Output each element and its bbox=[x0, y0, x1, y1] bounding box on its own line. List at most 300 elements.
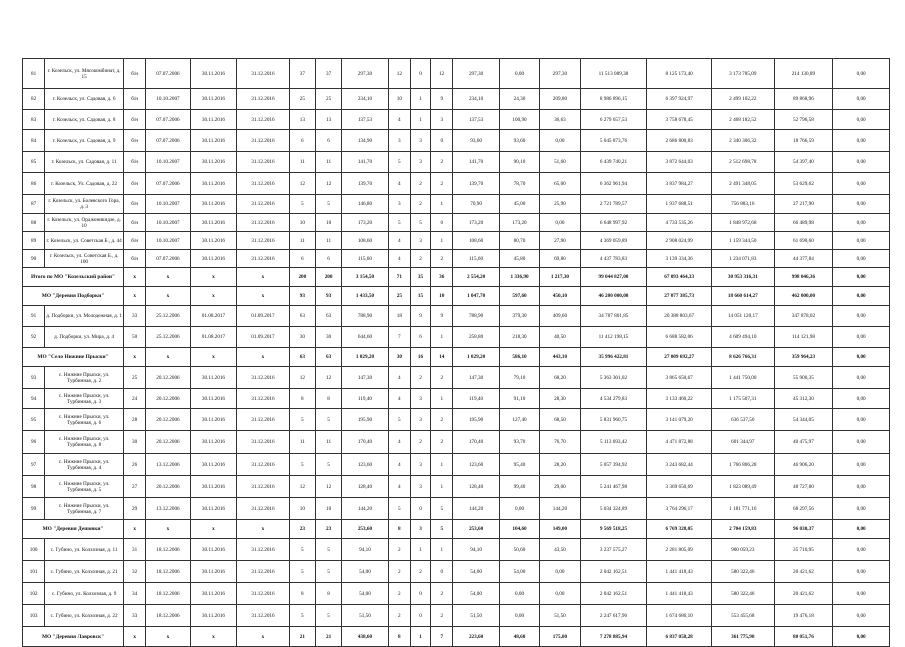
table-cell: 5 bbox=[431, 498, 453, 520]
table-cell: 0,00 bbox=[833, 583, 890, 605]
table-row bbox=[23, 250, 890, 268]
table-cell: 21 bbox=[315, 627, 341, 647]
table-cell: 31.12.2016 bbox=[237, 173, 290, 195]
table-cell: 1 bbox=[431, 327, 453, 348]
table-cell: 2 bbox=[431, 409, 453, 431]
table-cell: 31.12.2016 bbox=[237, 59, 290, 89]
table-cell: 18.12.2006 bbox=[146, 605, 190, 627]
table-cell: 8 bbox=[315, 389, 341, 409]
table-cell: 1 bbox=[431, 389, 453, 409]
table-cell: 11 412 198,15 bbox=[580, 327, 647, 348]
table-cell: 359 964,23 bbox=[774, 348, 833, 367]
table-cell: с. Нижние Прыски, ул. Турбинная, д. 4 bbox=[45, 454, 124, 476]
table-cell: 147,30 bbox=[453, 367, 499, 389]
table-cell: 0 bbox=[431, 561, 453, 583]
table-cell: 98 bbox=[23, 476, 45, 498]
table-cell: 0,00 bbox=[833, 152, 890, 173]
table-cell: 27 217,90 bbox=[774, 195, 833, 214]
table-cell: 175,00 bbox=[540, 627, 580, 647]
table-cell: 2 bbox=[431, 250, 453, 268]
table-cell: 61 690,60 bbox=[774, 232, 833, 250]
table-cell: 2 bbox=[410, 173, 430, 195]
table-cell: 54,00 bbox=[453, 561, 499, 583]
table-cell: 170,40 bbox=[342, 431, 388, 454]
subtotal-row bbox=[23, 348, 890, 367]
table-cell: 30.11.2016 bbox=[190, 389, 236, 409]
table-cell: 0 bbox=[410, 59, 430, 89]
table-cell: x bbox=[124, 287, 146, 306]
table-cell: 2 bbox=[388, 583, 410, 605]
table-cell: 1 159 344,50 bbox=[711, 232, 774, 250]
table-cell: 0 bbox=[431, 214, 453, 232]
table-cell: 51,50 bbox=[453, 605, 499, 627]
table-cell: 27,90 bbox=[540, 232, 580, 250]
table-cell: 31 bbox=[124, 539, 146, 561]
table-cell: 115,60 bbox=[342, 250, 388, 268]
table-cell: 234,10 bbox=[453, 89, 499, 110]
table-cell: 4 bbox=[388, 454, 410, 476]
table-cell: 11 bbox=[315, 232, 341, 250]
table-cell: 1 937 688,51 bbox=[647, 195, 712, 214]
table-cell: 5 bbox=[410, 214, 430, 232]
table-cell: 35 996 422,81 bbox=[580, 348, 647, 367]
table-cell: 7 bbox=[431, 627, 453, 647]
table-cell: 01.08.2017 bbox=[190, 306, 236, 327]
table-cell: 93,60 bbox=[499, 130, 539, 152]
table-row bbox=[23, 367, 890, 389]
table-cell: 25 bbox=[315, 89, 341, 110]
table-cell: 0,00 bbox=[833, 454, 890, 476]
table-cell: 1 029,20 bbox=[342, 348, 388, 367]
table-cell: 128,40 bbox=[342, 476, 388, 498]
table-cell: 18.12.2006 bbox=[146, 539, 190, 561]
table-cell: 6 bbox=[315, 130, 341, 152]
table-cell: 70,90 bbox=[453, 195, 499, 214]
table-cell: 82 bbox=[23, 89, 45, 110]
table-cell: 5 bbox=[315, 539, 341, 561]
table-cell: 20.12.2006 bbox=[146, 409, 190, 431]
table-cell: 25.12.2006 bbox=[146, 306, 190, 327]
table-cell: 12 bbox=[388, 59, 410, 89]
table-cell: 1 217,30 bbox=[540, 268, 580, 287]
table-cell: 30.11.2016 bbox=[190, 561, 236, 583]
table-cell: 25 bbox=[289, 89, 315, 110]
subtotal-row bbox=[23, 268, 890, 287]
table-cell: 25 bbox=[124, 367, 146, 389]
table-cell: x bbox=[146, 520, 190, 539]
table-cell: 104,60 bbox=[499, 520, 539, 539]
table-cell: 11 bbox=[289, 232, 315, 250]
table-cell: 9 bbox=[431, 89, 453, 110]
table-cell: 10 bbox=[431, 287, 453, 306]
table-cell: 2 468 182,52 bbox=[711, 110, 774, 130]
table-cell: 108,60 bbox=[342, 232, 388, 250]
table-cell: 4 bbox=[388, 173, 410, 195]
table-cell: 9 bbox=[431, 306, 453, 327]
table-cell: 5 363 301,02 bbox=[580, 367, 647, 389]
table-cell: 580 322,46 bbox=[711, 561, 774, 583]
table-cell: 5 bbox=[289, 539, 315, 561]
table-cell: 9 569 518,25 bbox=[580, 520, 647, 539]
table-cell: 20.12.2006 bbox=[146, 431, 190, 454]
subtotal-label: МО "Деревня Подборки" bbox=[23, 287, 124, 306]
table-cell: г. Козельск, ул. Садовая, д. 6 bbox=[45, 89, 124, 110]
table-cell: 1 441 750,00 bbox=[711, 367, 774, 389]
table-cell: 53 629,62 bbox=[774, 173, 833, 195]
table-cell: 1 bbox=[431, 454, 453, 476]
table-cell: 30.11.2016 bbox=[190, 89, 236, 110]
table-cell: 146,80 bbox=[342, 195, 388, 214]
table-cell: 66 489,98 bbox=[774, 214, 833, 232]
table-cell: б/н bbox=[124, 89, 146, 110]
subtotal-label: МО "Деревня Дешовки" bbox=[23, 520, 124, 539]
table-cell: 30.11.2016 bbox=[190, 110, 236, 130]
table-cell: 40 475,97 bbox=[774, 431, 833, 454]
table-cell: 3 872 644,03 bbox=[647, 152, 712, 173]
table-cell: б/н bbox=[124, 152, 146, 173]
table-cell: 76,70 bbox=[540, 431, 580, 454]
table-cell: 114 121,98 bbox=[774, 327, 833, 348]
table-cell: 30.11.2016 bbox=[190, 409, 236, 431]
table-cell: x bbox=[190, 287, 236, 306]
table-cell: б/н bbox=[124, 195, 146, 214]
table-cell: 3 bbox=[431, 110, 453, 130]
table-cell: 10.10.2007 bbox=[146, 89, 190, 110]
table-cell: 36 bbox=[431, 268, 453, 287]
table-cell: с. Губино, ул. Колхозная, д. 21 bbox=[45, 561, 124, 583]
table-cell: 52 796,58 bbox=[774, 110, 833, 130]
table-cell: 1 336,90 bbox=[499, 268, 539, 287]
table-cell: 81 bbox=[23, 59, 45, 89]
table-cell: 553 455,68 bbox=[711, 605, 774, 627]
table-cell: 12 bbox=[289, 173, 315, 195]
table-cell: 31.12.2016 bbox=[237, 389, 290, 409]
table-cell: 90 bbox=[23, 250, 45, 268]
table-cell: 33 bbox=[124, 306, 146, 327]
table-cell: 12 bbox=[315, 367, 341, 389]
table-cell: 50 bbox=[124, 327, 146, 348]
table-cell: 51,50 bbox=[540, 605, 580, 627]
table-cell: 35 bbox=[410, 268, 430, 287]
table-cell: 139,70 bbox=[453, 173, 499, 195]
table-cell: 2 bbox=[431, 173, 453, 195]
table-cell: 99,40 bbox=[499, 476, 539, 498]
table-cell: 597,60 bbox=[499, 287, 539, 306]
table-cell: 0 bbox=[410, 498, 430, 520]
table-cell: г. Козельск, Ул. Садовая, д. 22 bbox=[45, 173, 124, 195]
table-cell: 297,30 bbox=[540, 59, 580, 89]
table-cell: 30.11.2016 bbox=[190, 214, 236, 232]
table-cell: 128,40 bbox=[453, 476, 499, 498]
table-cell: 34 bbox=[124, 583, 146, 605]
table-cell: 80 051,76 bbox=[774, 627, 833, 647]
table-cell: 8 bbox=[388, 627, 410, 647]
table-cell: 5 113 693,42 bbox=[580, 431, 647, 454]
table-cell: 2 bbox=[410, 561, 430, 583]
table-row bbox=[23, 327, 890, 348]
table-cell: 119,40 bbox=[342, 389, 388, 409]
table-cell: 30.11.2016 bbox=[190, 605, 236, 627]
table-cell: 25 bbox=[388, 287, 410, 306]
table-cell: 0,00 bbox=[833, 561, 890, 583]
table-cell: 173,20 bbox=[499, 214, 539, 232]
table-cell: 27 009 692,27 bbox=[647, 348, 712, 367]
table-cell: 97 bbox=[23, 454, 45, 476]
table-row bbox=[23, 431, 890, 454]
table-cell: 86 bbox=[23, 173, 45, 195]
table-cell: 0,00 bbox=[540, 583, 580, 605]
table-cell: 20 421,62 bbox=[774, 583, 833, 605]
table-cell: 218,30 bbox=[499, 327, 539, 348]
table-cell: 79,10 bbox=[499, 367, 539, 389]
table-cell: 01.08.2017 bbox=[190, 327, 236, 348]
table-cell: 35 710,95 bbox=[774, 539, 833, 561]
table-cell: 4 bbox=[388, 110, 410, 130]
table-cell: 10 bbox=[289, 498, 315, 520]
table-cell: 4 437 783,83 bbox=[580, 250, 647, 268]
table-cell: 0,00 bbox=[833, 306, 890, 327]
table-cell: 20 421,62 bbox=[774, 561, 833, 583]
table-cell: 2 bbox=[431, 605, 453, 627]
table-cell: x bbox=[237, 627, 290, 647]
table-cell: 5 bbox=[388, 498, 410, 520]
table-cell: 1 766 806,28 bbox=[711, 454, 774, 476]
table-cell: б/н bbox=[124, 250, 146, 268]
table-cell: 0,00 bbox=[833, 431, 890, 454]
table-cell: 4 bbox=[388, 389, 410, 409]
table-cell: 6 397 924,97 bbox=[647, 89, 712, 110]
table-cell: 26 bbox=[124, 454, 146, 476]
table-cell: 37 bbox=[289, 59, 315, 89]
table-cell: 2 247 617,96 bbox=[580, 605, 647, 627]
table-row bbox=[23, 561, 890, 583]
table-cell: 30.11.2016 bbox=[190, 431, 236, 454]
table-cell: 1 674 686,10 bbox=[647, 605, 712, 627]
table-cell: 2 bbox=[410, 250, 430, 268]
table-cell: 90,10 bbox=[499, 152, 539, 173]
table-cell: 1 bbox=[410, 539, 430, 561]
table-cell: 28,20 bbox=[540, 454, 580, 476]
table-cell: 2 554,20 bbox=[453, 268, 499, 287]
table-cell: 91,10 bbox=[499, 389, 539, 409]
table-cell: 63 bbox=[289, 306, 315, 327]
table-cell: 6 837 058,28 bbox=[647, 627, 712, 647]
table-cell: 12 bbox=[289, 367, 315, 389]
table-cell: 144,20 bbox=[453, 498, 499, 520]
table-cell: 3 bbox=[410, 409, 430, 431]
table-cell: 0,00 bbox=[833, 110, 890, 130]
table-cell: 144,20 bbox=[342, 498, 388, 520]
table-cell: 4 bbox=[388, 232, 410, 250]
table-cell: 6 bbox=[410, 327, 430, 348]
table-cell: 100,90 bbox=[499, 110, 539, 130]
table-row bbox=[23, 195, 890, 214]
table-cell: 93 bbox=[289, 287, 315, 306]
table-cell: 200 bbox=[289, 268, 315, 287]
table-cell: 234,10 bbox=[342, 89, 388, 110]
table-cell: 25.12.2006 bbox=[146, 327, 190, 348]
table-cell: 9 bbox=[410, 306, 430, 327]
table-cell: 51,60 bbox=[540, 152, 580, 173]
table-cell: 30.11.2016 bbox=[190, 130, 236, 152]
table-cell: 3 bbox=[410, 520, 430, 539]
table-cell: 2 721 789,57 bbox=[580, 195, 647, 214]
table-cell: б/н bbox=[124, 110, 146, 130]
table-cell: 20 388 803,67 bbox=[647, 306, 712, 327]
table-cell: 8 bbox=[289, 389, 315, 409]
table-cell: 253,60 bbox=[342, 520, 388, 539]
table-cell: 44 377,84 bbox=[774, 250, 833, 268]
table-cell: 07.07.2006 bbox=[146, 173, 190, 195]
table-cell: 48 727,80 bbox=[774, 476, 833, 498]
table-cell: 788,90 bbox=[342, 306, 388, 327]
table-row bbox=[23, 539, 890, 561]
table-cell: 54 397,40 bbox=[774, 152, 833, 173]
table-cell: 4 609 494,10 bbox=[711, 327, 774, 348]
table-cell: 93,70 bbox=[499, 431, 539, 454]
table-cell: 20.12.2006 bbox=[146, 389, 190, 409]
table-row bbox=[23, 583, 890, 605]
table-cell: 0,00 bbox=[833, 268, 890, 287]
table-cell: 18 766,59 bbox=[774, 130, 833, 152]
table-cell: г. Козельск, ул. Садовая, д. 11 bbox=[45, 152, 124, 173]
subtotal-label: Итого по МО "Козельский район" bbox=[23, 268, 124, 287]
table-cell: 2 bbox=[410, 431, 430, 454]
table-cell: 1 823 089,49 bbox=[711, 476, 774, 498]
table-cell: x bbox=[146, 268, 190, 287]
table-cell: 137,53 bbox=[453, 110, 499, 130]
table-cell: 24 bbox=[124, 389, 146, 409]
table-cell: 12 bbox=[431, 59, 453, 89]
table-row bbox=[23, 306, 890, 327]
table-cell: 45,80 bbox=[499, 250, 539, 268]
table-cell: 10 bbox=[388, 89, 410, 110]
table-cell: 5 045 873,76 bbox=[580, 130, 647, 152]
table-cell: 95,40 bbox=[499, 454, 539, 476]
table-cell: 10 bbox=[289, 214, 315, 232]
table-cell: 07.07.2006 bbox=[146, 130, 190, 152]
table-cell: 30.11.2016 bbox=[190, 152, 236, 173]
table-cell: 50,60 bbox=[499, 539, 539, 561]
table-cell: 68 297,56 bbox=[774, 498, 833, 520]
table-cell: 3 bbox=[388, 130, 410, 152]
table-cell: 3 243 682,44 bbox=[647, 454, 712, 476]
table-cell: 580 322,46 bbox=[711, 583, 774, 605]
table-cell: д. Подборки, ул. Молодежная, д. 1 bbox=[45, 306, 124, 327]
table-cell: 31.12.2016 bbox=[237, 476, 290, 498]
table-cell: 93 bbox=[23, 367, 45, 389]
table-cell: 6 439 740,21 bbox=[580, 152, 647, 173]
table-cell: 123,60 bbox=[453, 454, 499, 476]
table-cell: 80,70 bbox=[499, 232, 539, 250]
table-cell: x bbox=[237, 287, 290, 306]
table-cell: 18 660 614,27 bbox=[711, 287, 774, 306]
table-cell: 40,50 bbox=[540, 327, 580, 348]
table-cell: x bbox=[146, 348, 190, 367]
table-cell: 1 047,70 bbox=[453, 287, 499, 306]
table-cell: 2 bbox=[431, 431, 453, 454]
table-cell: 6 bbox=[289, 130, 315, 152]
table-cell: 3 173 785,09 bbox=[711, 59, 774, 89]
table-cell: 6 769 328,05 bbox=[647, 520, 712, 539]
table-cell: 96 bbox=[23, 431, 45, 454]
table-cell: 94,10 bbox=[342, 539, 388, 561]
table-cell: 7 278 885,94 bbox=[580, 627, 647, 647]
table-cell: 195,90 bbox=[342, 409, 388, 431]
table-cell: 209,80 bbox=[540, 89, 580, 110]
table-cell: 8 626 766,31 bbox=[711, 348, 774, 367]
table-cell: г. Козельск, ул. Советская Б., д. 100 bbox=[45, 250, 124, 268]
table-cell: 2 704 159,83 bbox=[711, 520, 774, 539]
table-cell: 30.11.2016 bbox=[190, 476, 236, 498]
table-row bbox=[23, 409, 890, 431]
table-cell: 8 bbox=[315, 583, 341, 605]
table-cell: 5 034 324,89 bbox=[580, 498, 647, 520]
table-cell: 07.07.2006 bbox=[146, 59, 190, 89]
table-cell: 01.09.2017 bbox=[237, 327, 290, 348]
table-cell: 0,00 bbox=[833, 498, 890, 520]
table-cell: 223,60 bbox=[453, 627, 499, 647]
table-cell: 89 868,96 bbox=[774, 89, 833, 110]
table-cell: 0,00 bbox=[833, 287, 890, 306]
table-cell: 29 bbox=[124, 498, 146, 520]
table-cell: 45 312,30 bbox=[774, 389, 833, 409]
table-cell: 5 bbox=[289, 409, 315, 431]
table-cell: 46 200 000,00 bbox=[580, 287, 647, 306]
table-cell: 361 775,90 bbox=[711, 627, 774, 647]
table-cell: 31.12.2016 bbox=[237, 250, 290, 268]
table-cell: 99 044 827,00 bbox=[580, 268, 647, 287]
table-cell: 30.11.2016 bbox=[190, 173, 236, 195]
table-cell: 31.12.2016 bbox=[237, 454, 290, 476]
table-cell: x bbox=[124, 348, 146, 367]
table-row bbox=[23, 59, 890, 89]
table-cell: 85 bbox=[23, 152, 45, 173]
table-cell: 31.12.2016 bbox=[237, 110, 290, 130]
table-cell: 0,00 bbox=[833, 348, 890, 367]
table-cell: 1 bbox=[431, 232, 453, 250]
table-row bbox=[23, 454, 890, 476]
table-cell: 30 bbox=[124, 431, 146, 454]
table-cell: 3 bbox=[410, 232, 430, 250]
table-cell: 96 030,37 bbox=[774, 520, 833, 539]
table-cell: 88 bbox=[23, 214, 45, 232]
table-cell: 99 bbox=[23, 498, 45, 520]
table-cell: 347 878,02 bbox=[774, 306, 833, 327]
table-cell: 141,70 bbox=[453, 152, 499, 173]
table-cell: 10 bbox=[315, 214, 341, 232]
table-cell: 756 883,16 bbox=[711, 195, 774, 214]
table-cell: 27 077 385,73 bbox=[647, 287, 712, 306]
table-cell: 93,60 bbox=[453, 130, 499, 152]
table-cell: с. Нижние Прыски, ул. Турбинная, д. 3 bbox=[45, 389, 124, 409]
table-cell: б/н bbox=[124, 214, 146, 232]
table-cell: 71 bbox=[388, 268, 410, 287]
table-cell: 94 bbox=[23, 389, 45, 409]
table-cell: 11 513 089,38 bbox=[580, 59, 647, 89]
table-cell: д. Подборки, ул. Мира, д. 4 bbox=[45, 327, 124, 348]
subtotal-row bbox=[23, 520, 890, 539]
table-cell: 11 bbox=[289, 152, 315, 173]
table-cell: 89 bbox=[23, 232, 45, 250]
table-cell: 83 bbox=[23, 110, 45, 130]
table-cell: б/н bbox=[124, 173, 146, 195]
table-row bbox=[23, 173, 890, 195]
table-cell: 2 bbox=[431, 152, 453, 173]
table-cell: 2 908 024,99 bbox=[647, 232, 712, 250]
table-cell: 25,90 bbox=[540, 195, 580, 214]
table-cell: 33 bbox=[124, 605, 146, 627]
